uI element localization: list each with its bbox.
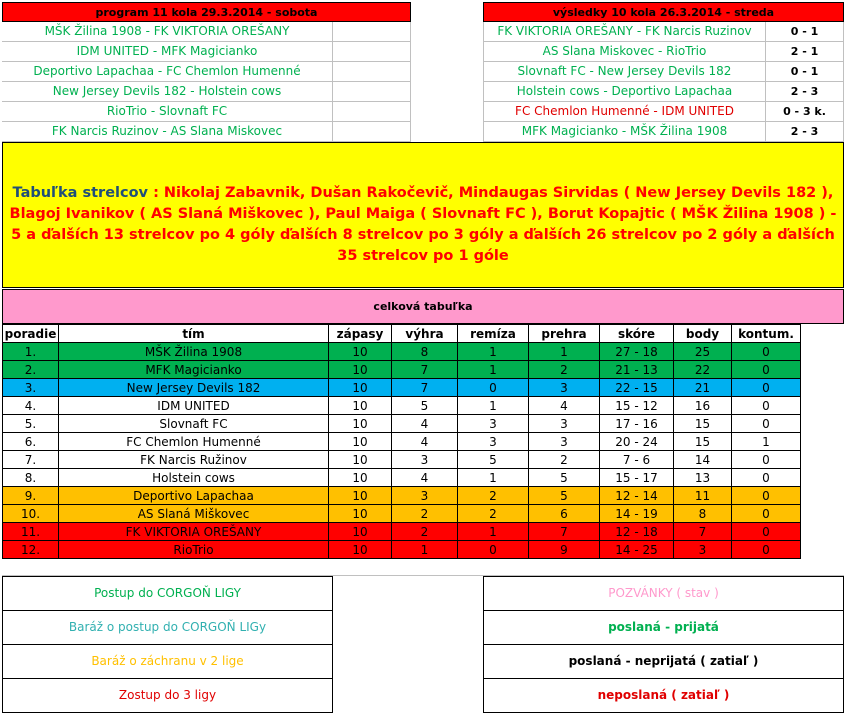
standings-cell-pts: 14 [674, 451, 732, 469]
standings-cell-team: Holstein cows [59, 469, 329, 487]
result-score: 2 - 3 [765, 82, 844, 102]
standings-cell-pts: 13 [674, 469, 732, 487]
standings-cell-d: 3 [458, 433, 529, 451]
standings-cell-p: 10 [329, 361, 392, 379]
column-header: remíza [458, 325, 529, 343]
standings-row [3, 541, 801, 559]
standings-cell-l: 6 [529, 505, 600, 523]
standings-cell-p: 10 [329, 433, 392, 451]
standings-cell-k: 0 [732, 523, 801, 541]
standings-cell-team: MŠK Žilina 1908 [59, 343, 329, 361]
standings-cell-w: 4 [392, 469, 458, 487]
fixture-row: IDM UNITED - MFK Magicianko [2, 42, 333, 62]
standings-row [3, 361, 801, 379]
column-header: kontum. [732, 325, 801, 343]
result-score: 2 - 1 [765, 42, 844, 62]
standings-cell-w: 8 [392, 343, 458, 361]
column-header: tím [59, 325, 329, 343]
standings-cell-k: 0 [732, 541, 801, 559]
standings-cell-pos: 7. [3, 451, 59, 469]
standings-cell-pos: 8. [3, 469, 59, 487]
standings-cell-score: 15 - 17 [600, 469, 674, 487]
fixture-row: Deportivo Lapachaa - FC Chemlon Humenné [2, 62, 333, 82]
standings-cell-pts: 25 [674, 343, 732, 361]
standings-cell-p: 10 [329, 505, 392, 523]
legend-item: poslaná - prijatá [483, 610, 844, 645]
standings-cell-score: 15 - 12 [600, 397, 674, 415]
fixture-row: RioTrio - Slovnaft FC [2, 102, 333, 122]
standings-cell-score: 12 - 14 [600, 487, 674, 505]
standings-row [3, 487, 801, 505]
standings-row [3, 469, 801, 487]
standings-cell-l: 5 [529, 487, 600, 505]
standings-cell-w: 7 [392, 361, 458, 379]
column-header: zápasy [329, 325, 392, 343]
standings-cell-team: FK Narcis Ružinov [59, 451, 329, 469]
standings-cell-d: 2 [458, 505, 529, 523]
legend-item: Zostup do 3 ligy [2, 678, 333, 713]
standings-cell-l: 3 [529, 433, 600, 451]
standings-cell-pts: 11 [674, 487, 732, 505]
standings-cell-d: 2 [458, 487, 529, 505]
standings-cell-d: 1 [458, 469, 529, 487]
standings-cell-w: 3 [392, 487, 458, 505]
standings-cell-pts: 7 [674, 523, 732, 541]
standings-cell-k: 0 [732, 487, 801, 505]
fixture-empty-cell [333, 82, 411, 102]
standings-row [3, 343, 801, 361]
standings-cell-team: IDM UNITED [59, 397, 329, 415]
legend-item: neposlaná ( zatiaľ ) [483, 678, 844, 713]
standings-cell-k: 0 [732, 505, 801, 523]
result-match: MFK Magicianko - MŠK Žilina 1908 [483, 122, 765, 142]
result-match: AS Slana Miskovec - RioTrio [483, 42, 765, 62]
standings-cell-pts: 15 [674, 433, 732, 451]
column-header: prehra [529, 325, 600, 343]
result-match: FK VIKTORIA OREŠANY - FK Narcis Ruzinov [483, 22, 765, 42]
standings-cell-l: 2 [529, 451, 600, 469]
standings-cell-pts: 15 [674, 415, 732, 433]
standings-cell-score: 14 - 25 [600, 541, 674, 559]
standings-cell-pos: 2. [3, 361, 59, 379]
standings-cell-team: FK VIKTORIA OREŠANY [59, 523, 329, 541]
standings-cell-w: 3 [392, 451, 458, 469]
fixture-row: New Jersey Devils 182 - Holstein cows [2, 82, 333, 102]
standings-cell-k: 0 [732, 415, 801, 433]
standings-cell-k: 0 [732, 469, 801, 487]
standings-cell-team: FC Chemlon Humenné [59, 433, 329, 451]
standings-cell-d: 1 [458, 343, 529, 361]
standings-cell-w: 4 [392, 433, 458, 451]
fixture-row: FK Narcis Ruzinov - AS Slana Miskovec [2, 122, 333, 142]
standings-cell-pos: 12. [3, 541, 59, 559]
standings-cell-p: 10 [329, 523, 392, 541]
standings-row [3, 505, 801, 523]
standings-cell-pts: 3 [674, 541, 732, 559]
standings-cell-k: 0 [732, 379, 801, 397]
standings-cell-pos: 9. [3, 487, 59, 505]
standings-cell-k: 0 [732, 361, 801, 379]
standings-cell-pos: 4. [3, 397, 59, 415]
results-header: výsledky 10 kola 26.3.2014 - streda [483, 2, 844, 22]
standings-cell-pos: 6. [3, 433, 59, 451]
column-header: výhra [392, 325, 458, 343]
column-header: body [674, 325, 732, 343]
standings-cell-score: 14 - 19 [600, 505, 674, 523]
standings-cell-w: 4 [392, 415, 458, 433]
standings-cell-w: 2 [392, 505, 458, 523]
standings-cell-l: 3 [529, 379, 600, 397]
standings-row [3, 451, 801, 469]
result-match: FC Chemlon Humenné - IDM UNITED [483, 102, 765, 122]
standings-cell-score: 20 - 24 [600, 433, 674, 451]
standings-cell-pos: 10. [3, 505, 59, 523]
standings-row [3, 379, 801, 397]
standings-cell-d: 1 [458, 361, 529, 379]
standings-cell-l: 5 [529, 469, 600, 487]
standings-cell-p: 10 [329, 487, 392, 505]
result-match: Holstein cows - Deportivo Lapachaa [483, 82, 765, 102]
standings-cell-l: 2 [529, 361, 600, 379]
standings-cell-p: 10 [329, 397, 392, 415]
standings-cell-team: RioTrio [59, 541, 329, 559]
fixture-empty-cell [333, 122, 411, 142]
standings-row [3, 433, 801, 451]
standings-cell-score: 21 - 13 [600, 361, 674, 379]
standings-cell-w: 2 [392, 523, 458, 541]
standings-table [2, 324, 801, 559]
standings-cell-score: 7 - 6 [600, 451, 674, 469]
standings-cell-team: AS Slaná Miškovec [59, 505, 329, 523]
standings-cell-d: 5 [458, 451, 529, 469]
standings-cell-p: 10 [329, 379, 392, 397]
fixture-empty-cell [333, 62, 411, 82]
result-score: 0 - 1 [765, 22, 844, 42]
legend-item: Postup do CORGOŇ LIGY [2, 576, 333, 611]
standings-cell-team: New Jersey Devils 182 [59, 379, 329, 397]
standings-cell-k: 0 [732, 343, 801, 361]
result-score: 0 - 3 k. [765, 102, 844, 122]
standings-cell-score: 17 - 16 [600, 415, 674, 433]
standings-cell-k: 0 [732, 451, 801, 469]
standings-cell-w: 5 [392, 397, 458, 415]
result-match: Slovnaft FC - New Jersey Devils 182 [483, 62, 765, 82]
legend-item: Baráž o postup do CORGOŇ LIGy [2, 610, 333, 645]
standings-title: celková tabuľka [2, 289, 844, 324]
standings-cell-p: 10 [329, 541, 392, 559]
result-score: 2 - 3 [765, 122, 844, 142]
spacer-row [2, 558, 844, 576]
standings-cell-l: 7 [529, 523, 600, 541]
standings-cell-score: 12 - 18 [600, 523, 674, 541]
legend-item: POZVÁNKY ( stav ) [483, 576, 844, 611]
standings-cell-d: 3 [458, 415, 529, 433]
program-header: program 11 kola 29.3.2014 - sobota [2, 2, 411, 22]
standings-cell-l: 4 [529, 397, 600, 415]
standings-cell-k: 0 [732, 397, 801, 415]
standings-cell-pts: 16 [674, 397, 732, 415]
legend-item: poslaná - neprijatá ( zatiaľ ) [483, 644, 844, 679]
legend-item: Baráž o záchranu v 2 lige [2, 644, 333, 679]
standings-cell-team: Slovnaft FC [59, 415, 329, 433]
standings-cell-pos: 3. [3, 379, 59, 397]
standings-cell-pos: 11. [3, 523, 59, 541]
standings-cell-team: MFK Magicianko [59, 361, 329, 379]
column-header: skóre [600, 325, 674, 343]
column-header: poradie [3, 325, 59, 343]
top-scorers-box [2, 142, 844, 288]
standings-cell-pos: 5. [3, 415, 59, 433]
standings-header-row [3, 325, 801, 343]
standings-cell-score: 22 - 15 [600, 379, 674, 397]
standings-row [3, 397, 801, 415]
standings-cell-w: 7 [392, 379, 458, 397]
standings-row [3, 523, 801, 541]
standings-cell-l: 3 [529, 415, 600, 433]
fixture-empty-cell [333, 102, 411, 122]
top-scorers-text: : Nikolaj Zabavnik, Dušan Rakočevič, Mindaugas Sirvidas ( New Jersey Devils 182 ), Blagoj Ivanikov ( AS Slaná Miškovec ), Paul Maiga ( Slovnaft FC ), Borut Kopajtic ( MŠK Žilina 1908 ) - 5 a ďalších 13 strelcov po 4 góly ďalších 8 strelcov po 3 góly a ďalších 26 strelcov po 2 góly a ďalších 35 strelcov po 1 góle [9, 185, 837, 264]
standings-cell-pts: 22 [674, 361, 732, 379]
top-scorers-label: Tabuľka strelcov [12, 185, 149, 201]
standings-cell-team: Deportivo Lapachaa [59, 487, 329, 505]
standings-cell-p: 10 [329, 343, 392, 361]
standings-cell-pts: 8 [674, 505, 732, 523]
standings-cell-pts: 21 [674, 379, 732, 397]
standings-cell-l: 1 [529, 343, 600, 361]
standings-cell-w: 1 [392, 541, 458, 559]
standings-cell-p: 10 [329, 451, 392, 469]
fixture-empty-cell [333, 42, 411, 62]
result-score: 0 - 1 [765, 62, 844, 82]
standings-cell-l: 9 [529, 541, 600, 559]
standings-cell-d: 1 [458, 397, 529, 415]
fixture-empty-cell [333, 22, 411, 42]
standings-row [3, 415, 801, 433]
fixture-row: MŠK Žilina 1908 - FK VIKTORIA OREŠANY [2, 22, 333, 42]
standings-cell-p: 10 [329, 415, 392, 433]
standings-cell-score: 27 - 18 [600, 343, 674, 361]
standings-cell-d: 0 [458, 541, 529, 559]
standings-cell-d: 1 [458, 523, 529, 541]
standings-cell-k: 1 [732, 433, 801, 451]
standings-cell-pos: 1. [3, 343, 59, 361]
standings-cell-p: 10 [329, 469, 392, 487]
standings-cell-d: 0 [458, 379, 529, 397]
